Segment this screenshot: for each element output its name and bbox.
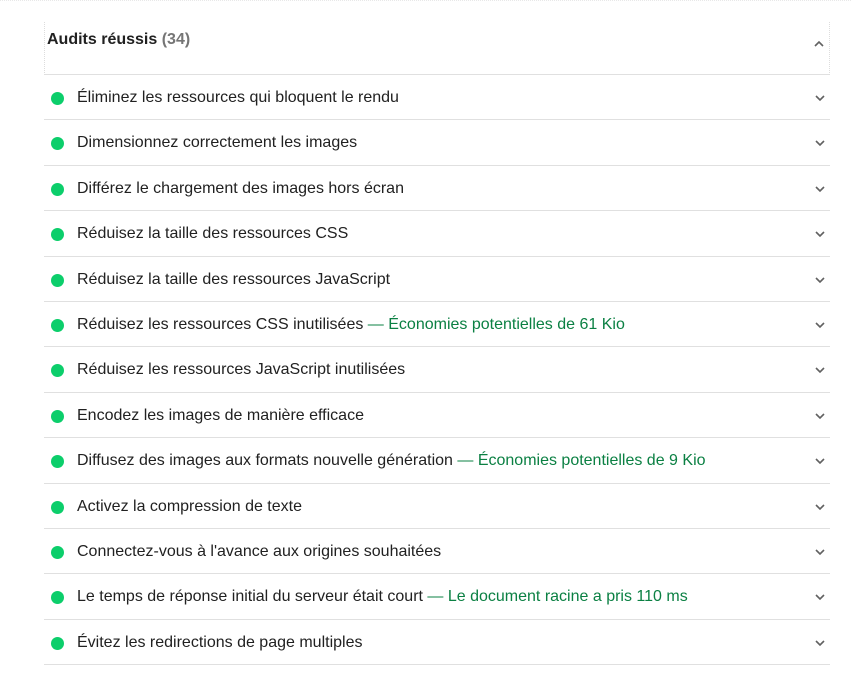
audit-title: Différez le chargement des images hors écran bbox=[77, 179, 404, 197]
audit-row[interactable] bbox=[44, 257, 830, 302]
audit-label bbox=[77, 588, 688, 606]
chevron-down-icon[interactable] bbox=[814, 319, 826, 331]
audit-title: Encodez les images de manière efficace bbox=[77, 406, 364, 424]
section-title bbox=[47, 31, 190, 49]
pass-status-icon bbox=[51, 591, 64, 604]
section-title-text: Audits réussis bbox=[47, 31, 158, 48]
pass-status-icon bbox=[51, 637, 64, 650]
audit-label bbox=[77, 134, 357, 152]
audit-row[interactable] bbox=[44, 484, 830, 529]
audit-label bbox=[77, 452, 706, 470]
passed-audits-group bbox=[44, 22, 830, 665]
audit-title: Dimensionnez correctement les images bbox=[77, 134, 358, 152]
pass-status-icon bbox=[51, 364, 64, 377]
chevron-down-icon[interactable] bbox=[814, 228, 826, 240]
audit-label bbox=[77, 271, 390, 289]
audit-title: Éliminez les ressources qui bloquent le rendu bbox=[77, 89, 399, 106]
audit-savings: — Économies potentielles de 9 Kio bbox=[457, 452, 706, 470]
chevron-up-icon[interactable] bbox=[813, 38, 825, 50]
pass-status-icon bbox=[51, 319, 64, 332]
audit-title: Diffusez des images aux formats nouvelle génération bbox=[77, 452, 453, 470]
chevron-down-icon[interactable] bbox=[814, 410, 826, 422]
chevron-down-icon[interactable] bbox=[814, 591, 826, 603]
audit-row[interactable] bbox=[44, 347, 830, 392]
chevron-down-icon[interactable] bbox=[814, 546, 826, 558]
audit-count: (34) bbox=[161, 31, 191, 48]
chevron-down-icon[interactable] bbox=[814, 92, 826, 104]
audit-savings: — Le document racine a pris 110 ms bbox=[427, 588, 688, 606]
audit-title: Réduisez les ressources CSS inutilisées bbox=[77, 315, 364, 333]
audit-savings: — Économies potentielles de 61 Kio bbox=[367, 315, 625, 333]
audit-row[interactable] bbox=[44, 211, 830, 256]
pass-status-icon bbox=[51, 183, 64, 196]
audit-title: Réduisez les ressources JavaScript inutilisées bbox=[77, 361, 406, 379]
audit-row[interactable] bbox=[44, 438, 830, 483]
audit-label bbox=[77, 180, 404, 198]
pass-status-icon bbox=[51, 410, 64, 423]
audit-row[interactable] bbox=[44, 393, 830, 438]
chevron-down-icon[interactable] bbox=[814, 137, 826, 149]
audit-row[interactable] bbox=[44, 166, 830, 211]
pass-status-icon bbox=[51, 501, 64, 514]
pass-status-icon bbox=[51, 228, 64, 241]
audit-row[interactable] bbox=[44, 529, 830, 574]
chevron-down-icon[interactable] bbox=[814, 455, 826, 467]
audit-title: Connectez-vous à l'avance aux origines souhaitées bbox=[77, 542, 442, 560]
audit-label bbox=[77, 407, 364, 425]
audit-row[interactable] bbox=[44, 302, 830, 347]
chevron-down-icon[interactable] bbox=[814, 364, 826, 376]
audit-label bbox=[77, 543, 441, 561]
top-divider bbox=[0, 0, 851, 4]
audit-label bbox=[77, 89, 399, 107]
pass-status-icon bbox=[51, 92, 64, 105]
audit-row[interactable] bbox=[44, 574, 830, 619]
audit-label bbox=[77, 361, 405, 379]
passed-audits-header[interactable] bbox=[44, 22, 830, 75]
audit-list bbox=[44, 75, 830, 665]
audit-row[interactable] bbox=[44, 620, 830, 665]
audit-label bbox=[77, 634, 362, 652]
audit-row[interactable] bbox=[44, 120, 830, 165]
chevron-down-icon[interactable] bbox=[814, 501, 826, 513]
pass-status-icon bbox=[51, 455, 64, 468]
chevron-down-icon[interactable] bbox=[814, 274, 826, 286]
audit-label bbox=[77, 498, 302, 516]
chevron-down-icon[interactable] bbox=[814, 183, 826, 195]
audit-title: Activez la compression de texte bbox=[77, 497, 302, 515]
audit-label bbox=[77, 225, 348, 243]
audit-title: Réduisez la taille des ressources CSS bbox=[77, 225, 349, 243]
audit-title: Réduisez la taille des ressources JavaScript bbox=[77, 270, 391, 288]
pass-status-icon bbox=[51, 274, 64, 287]
chevron-down-icon[interactable] bbox=[814, 637, 826, 649]
audit-label bbox=[77, 316, 625, 334]
audit-title: Le temps de réponse initial du serveur était court bbox=[77, 588, 423, 606]
pass-status-icon bbox=[51, 137, 64, 150]
audit-row[interactable] bbox=[44, 75, 830, 120]
pass-status-icon bbox=[51, 546, 64, 559]
audit-title: Évitez les redirections de page multiples bbox=[77, 633, 363, 651]
